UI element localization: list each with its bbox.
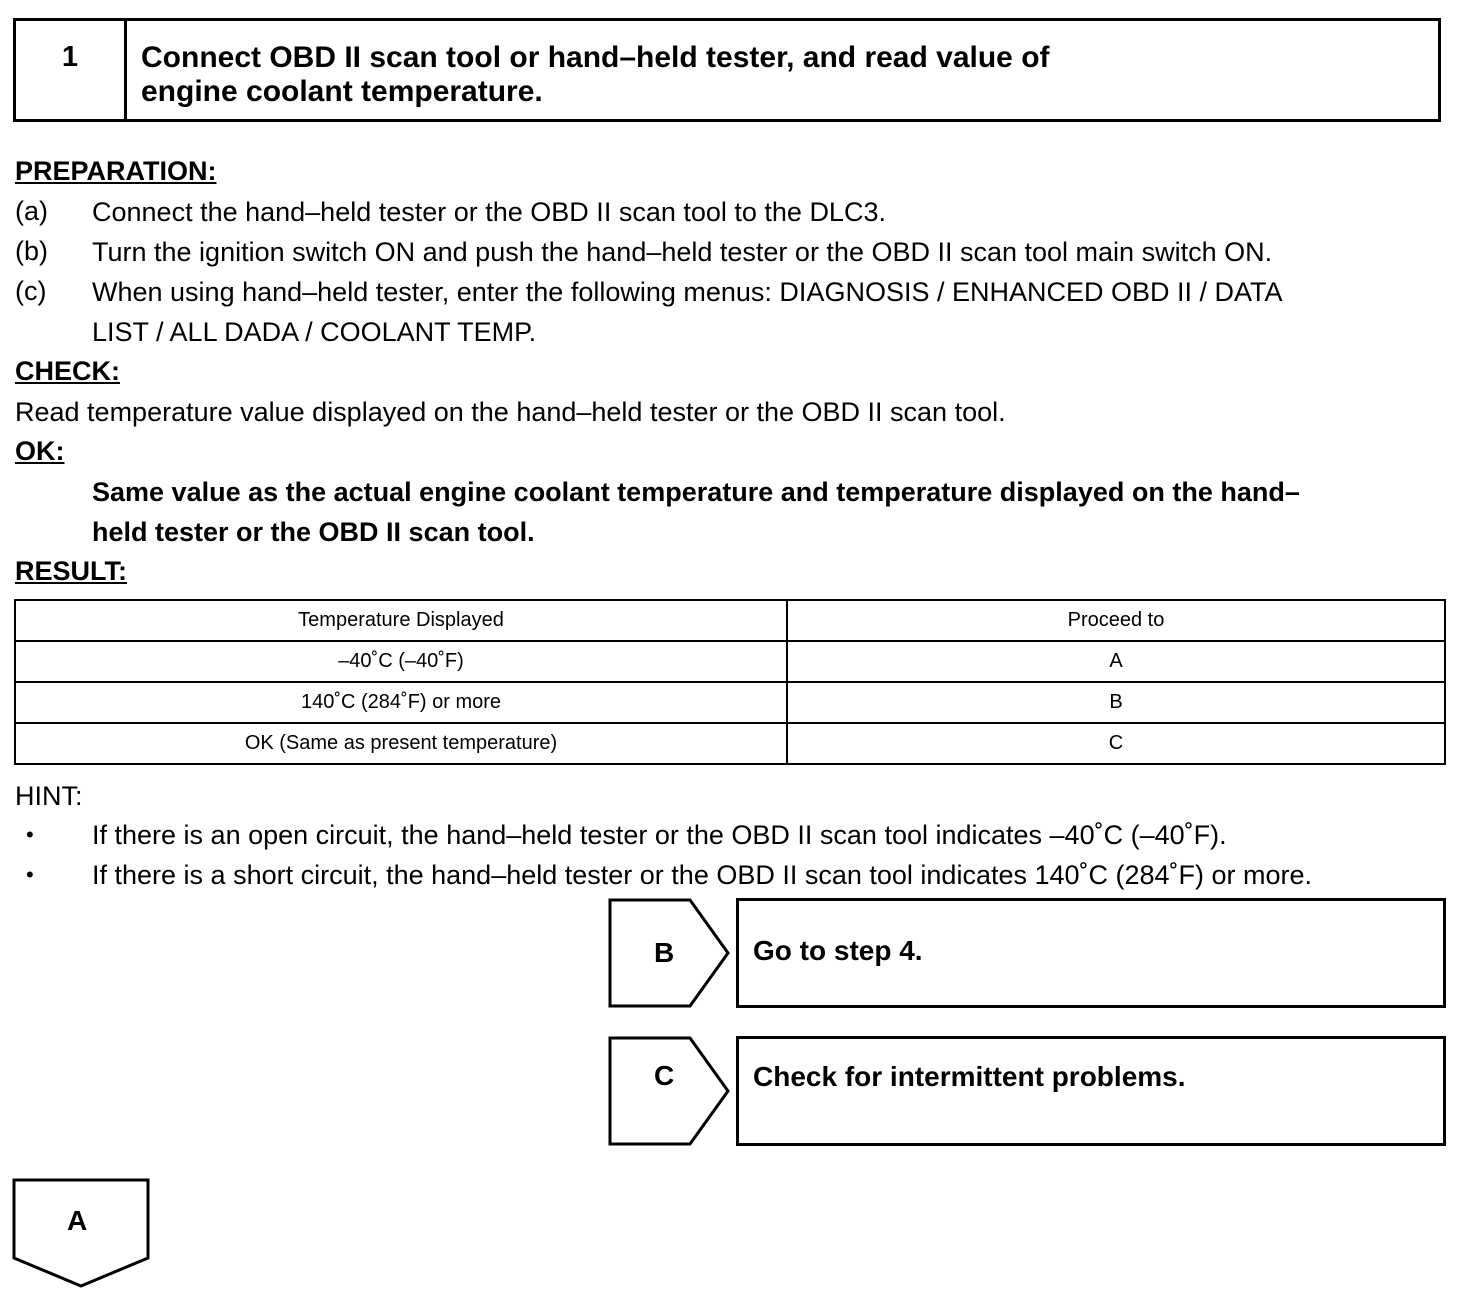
table-cell: 140˚C (284˚F) or more — [15, 682, 787, 723]
table-cell: –40˚C (–40˚F) — [15, 641, 787, 682]
table-cell: B — [787, 682, 1445, 723]
result-heading: RESULT: — [15, 556, 127, 586]
table-header-cell: Proceed to — [787, 600, 1445, 641]
step-number: 1 — [16, 21, 127, 119]
preparation-heading: PREPARATION: — [15, 156, 217, 186]
prep-label-c: (c) — [15, 276, 47, 306]
ok-text-line-1: Same value as the actual engine coolant temperature and temperature displayed on the hand– — [92, 477, 1300, 507]
table-row — [15, 641, 1445, 682]
flow-box-c-text: Check for intermittent problems. — [753, 1061, 1186, 1092]
prep-text-c — [92, 272, 1452, 352]
ok-text — [92, 472, 1452, 552]
table-header-row — [15, 600, 1445, 641]
flow-tag-a-letter: A — [67, 1205, 88, 1236]
ok-heading: OK: — [15, 436, 65, 466]
step-title — [141, 41, 1221, 109]
step-title-line-1: Connect OBD II scan tool or hand–held tester, and read value of — [141, 41, 1050, 74]
table-row — [15, 682, 1445, 723]
prep-text-c-line-2: LIST / ALL DADA / COOLANT TEMP. — [92, 317, 537, 347]
flow-tag-c-letter: C — [654, 1060, 675, 1091]
hint-item-1: If there is an open circuit, the hand–held tester or the OBD II scan tool indicates –40˚C (–40˚F). — [92, 820, 1227, 850]
table-row — [15, 723, 1445, 764]
table-cell: C — [787, 723, 1445, 764]
flow-box-b — [736, 898, 1446, 1008]
hint-item-2: If there is a short circuit, the hand–held tester or the OBD II scan tool indicates 140˚C (284˚F) or more. — [92, 860, 1313, 890]
flow-tag-b-letter: B — [654, 937, 675, 968]
step-header — [13, 18, 1441, 122]
table-cell: OK (Same as present temperature) — [15, 723, 787, 764]
prep-text-c-line-1: When using hand–held tester, enter the following menus: DIAGNOSIS / ENHANCED OBD II / DATA — [92, 277, 1283, 307]
step-title-line-2: engine coolant temperature. — [141, 75, 543, 108]
prep-label-a: (a) — [15, 196, 48, 226]
prep-text-a: Connect the hand–held tester or the OBD II scan tool to the DLC3. — [92, 197, 886, 227]
check-heading: CHECK: — [15, 356, 120, 386]
prep-text-b: Turn the ignition switch ON and push the hand–held tester or the OBD II scan tool main switch ON. — [92, 237, 1273, 267]
flow-box-c — [736, 1036, 1446, 1146]
table-cell: A — [787, 641, 1445, 682]
flow-tag-c-shape — [608, 1036, 732, 1148]
bullet-icon: • — [26, 862, 34, 887]
prep-label-b: (b) — [15, 236, 48, 266]
bullet-icon: • — [26, 822, 34, 847]
ok-text-line-2: held tester or the OBD II scan tool. — [92, 517, 535, 547]
flow-box-b-text: Go to step 4. — [753, 935, 923, 966]
result-table — [14, 599, 1446, 765]
check-text: Read temperature value displayed on the hand–held tester or the OBD II scan tool. — [15, 397, 1006, 427]
hint-heading: HINT: — [15, 781, 83, 811]
table-header-cell: Temperature Displayed — [15, 600, 787, 641]
